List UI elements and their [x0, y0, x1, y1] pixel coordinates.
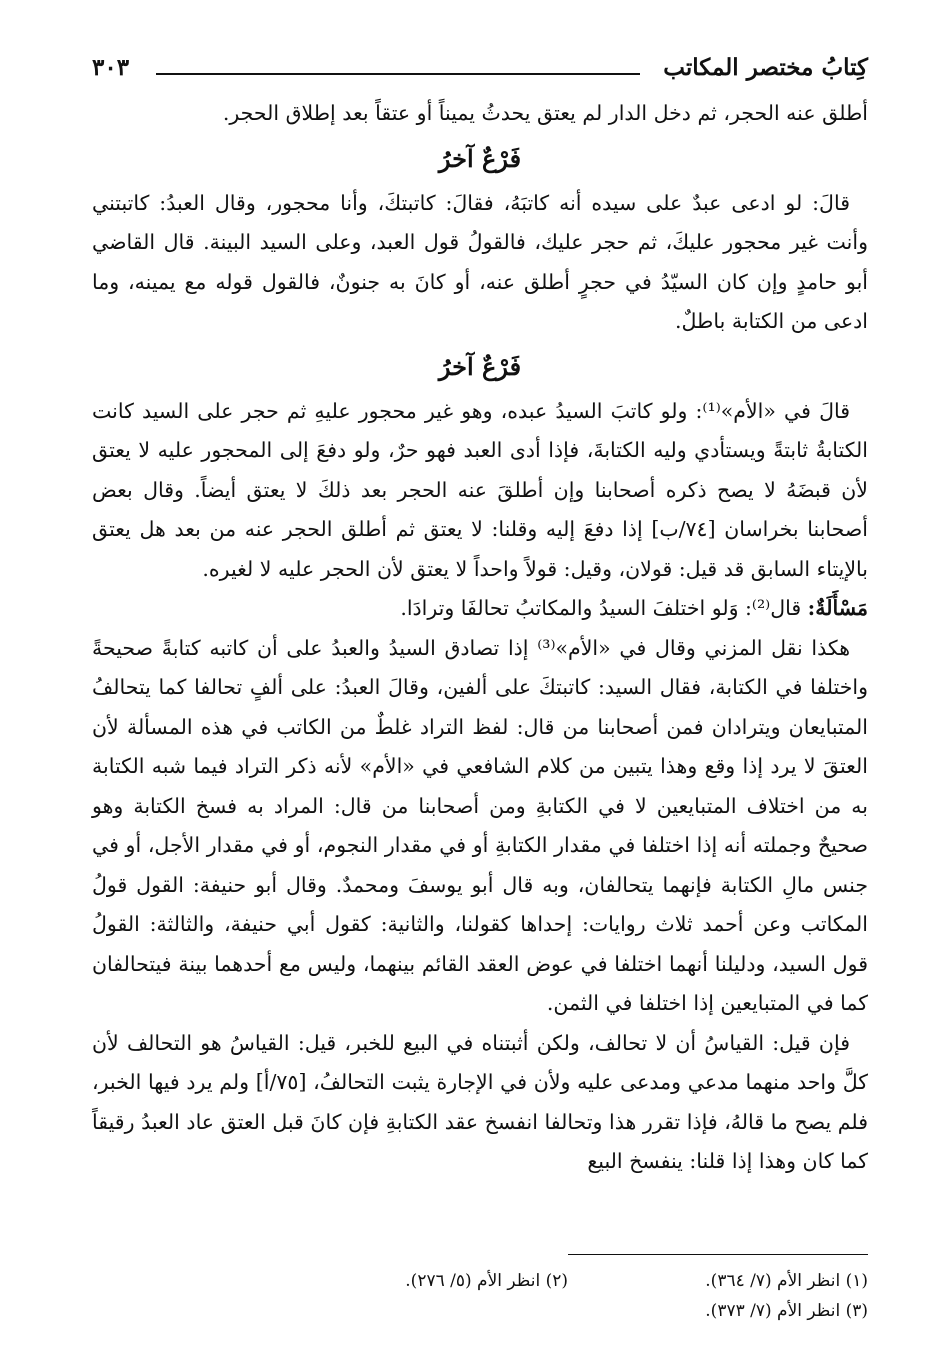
header-rule — [156, 73, 640, 75]
footnote-1: (١) انظر الأم (٧/ ٣٦٤). — [705, 1271, 868, 1291]
paragraph: قالَ في «الأم»⁽¹⁾: ولو كاتبَ السيدُ عبده، وهو غير محجور عليهِ ثم حجر على السيد كانت الكتابةُ ثابتةً ويستأدي وليه الكتابةَ، فإذا أدى العبد فهو حرٌ، ولو دفعَ إلى المحجور عليه لا يعتق لأن قبضَهُ لا يصح ذكره أصحابنا وإن أطلقَ عنه الحجر بعد ذلكَ لا يعتق أيضاً. وقال بعض أصحابنا بخراسان [٧٤/ب] إذا دفعَ إليه وقلنا: لا يعتق ثم أطلق الحجر عنه من بعد هل يعتق بالإيتاء السابق قد قيل: قولان، وقيل: قولاً واحداً لا يعتق لأن الحجر عليه لا لغيره. — [92, 398, 868, 581]
footnote-2: (٢) انظر الأم (٥/ ٢٧٦). — [405, 1271, 568, 1291]
issue-paragraph — [92, 589, 868, 629]
section-heading: فَرْعٌ آخرُ — [438, 351, 522, 381]
book-title: كِتابُ مختصر المكاتب — [663, 54, 868, 81]
paragraph-continuation: أطلق عنه الحجر، ثم دخل الدار لم يعتق يحدثُ يميناً أو عتقاً بعد إطلاق الحجر. — [222, 101, 868, 125]
running-header — [92, 48, 868, 88]
issue-label: مَسْأَلَةٌ: — [807, 596, 868, 620]
footnote-3: (٣) انظر الأم (٧/ ٣٧٣). — [705, 1301, 868, 1321]
issue-text: قال⁽²⁾: وَلو اختلفَ السيدُ والمكاتبُ تحالفَا وترادَا. — [400, 596, 802, 620]
main-text — [92, 94, 868, 1182]
footnote-row — [92, 1296, 868, 1326]
paragraph: فإن قيل: القياسُ أن لا تحالف، ولكن أثبتناه في البيع للخبر، قيل: القياسُ هو التحالف لأن كلَّ واحد منهما مدعي ومدعى عليه ولأن في الإجارة يثبت التحالفُ، [٧٥/أ] ولم يرد فيها الخبر، فلم يصح ما قالهُ، فإذا تقرر هذا وتحالفا انفسخ عقد الكتابةِ فإن كانَ قبل العتق عاد العبدُ رقيقاً كما كان وهذا إذا قلنا: ينفسخ البيع — [92, 1030, 868, 1173]
footnote-separator — [568, 1254, 868, 1255]
footnotes — [92, 1266, 868, 1326]
paragraph: هكذا نقل المزني وقال في «الأم»⁽³⁾ إذا تصادق السيدُ والعبدُ على أن كاتبه كتابةً صحيحةً واختلفا في الكتابة، فقال السيد: كاتبتكَ على ألفين، وقالَ العبدُ: على ألفٍ تحالفا كما يتحالفُ المتبايعان ويترادان فمن أصحابنا من قال: لفظ التراد غلطٌ من الكاتب في هذه المسألة لأن العتقَ لا يرد إذا وقع وهذا يتبين من كلام الشافعي في «الأم» لأنه ذكر التراد فيما شبه الكتابة به من اختلاف المتبايعين لا في الكتابةِ ومن أصحابنا من قال: المراد به فسخ الكتابة وهو صحيحٌ وجملته أنه إذا اختلفا في مقدار الكتابةِ أو في مقدار النجوم، أو في مقدار الأجل، أو في جنس مالِ الكتابة فإنهما يتحالفان، وبه قال أبو يوسفَ ومحمدٌ. وقال أبو حنيفة: القول قولُ المكاتب وعن أحمد ثلاث روايات: إحداها كقولنا، والثانية: كقول أبي حنيفة، والثالثة: القولُ قول السيد، ودليلنا أنهما اختلفا في عوض العقد القائم بينهما، وليس مع أحدهما بينة فيتحالفان كما في المتبايعين إذا اختلفا في الثمن. — [92, 635, 868, 1015]
section-heading: فَرْعٌ آخرُ — [438, 143, 522, 173]
paragraph: قالَ: لو ادعى عبدٌ على سيده أنه كاتبَهُ، فقالَ: كاتبتكَ، وأنا محجور، وقال العبدُ: كاتبتني وأنت غير محجور عليكَ، ثم حجر عليك، فالقولُ قول العبد، وعلى السيد البينة. قال القاضي أبو حامدٍ وإن كان السيّدُ في حجرٍ أطلق عنه، أو كانَ به جنونٌ، فالقول قوله مع يمينه، وما ادعى من الكتابة باطلٌ. — [92, 190, 868, 333]
footnote-row — [92, 1266, 868, 1296]
page-number: ٣٠٣ — [92, 54, 130, 81]
